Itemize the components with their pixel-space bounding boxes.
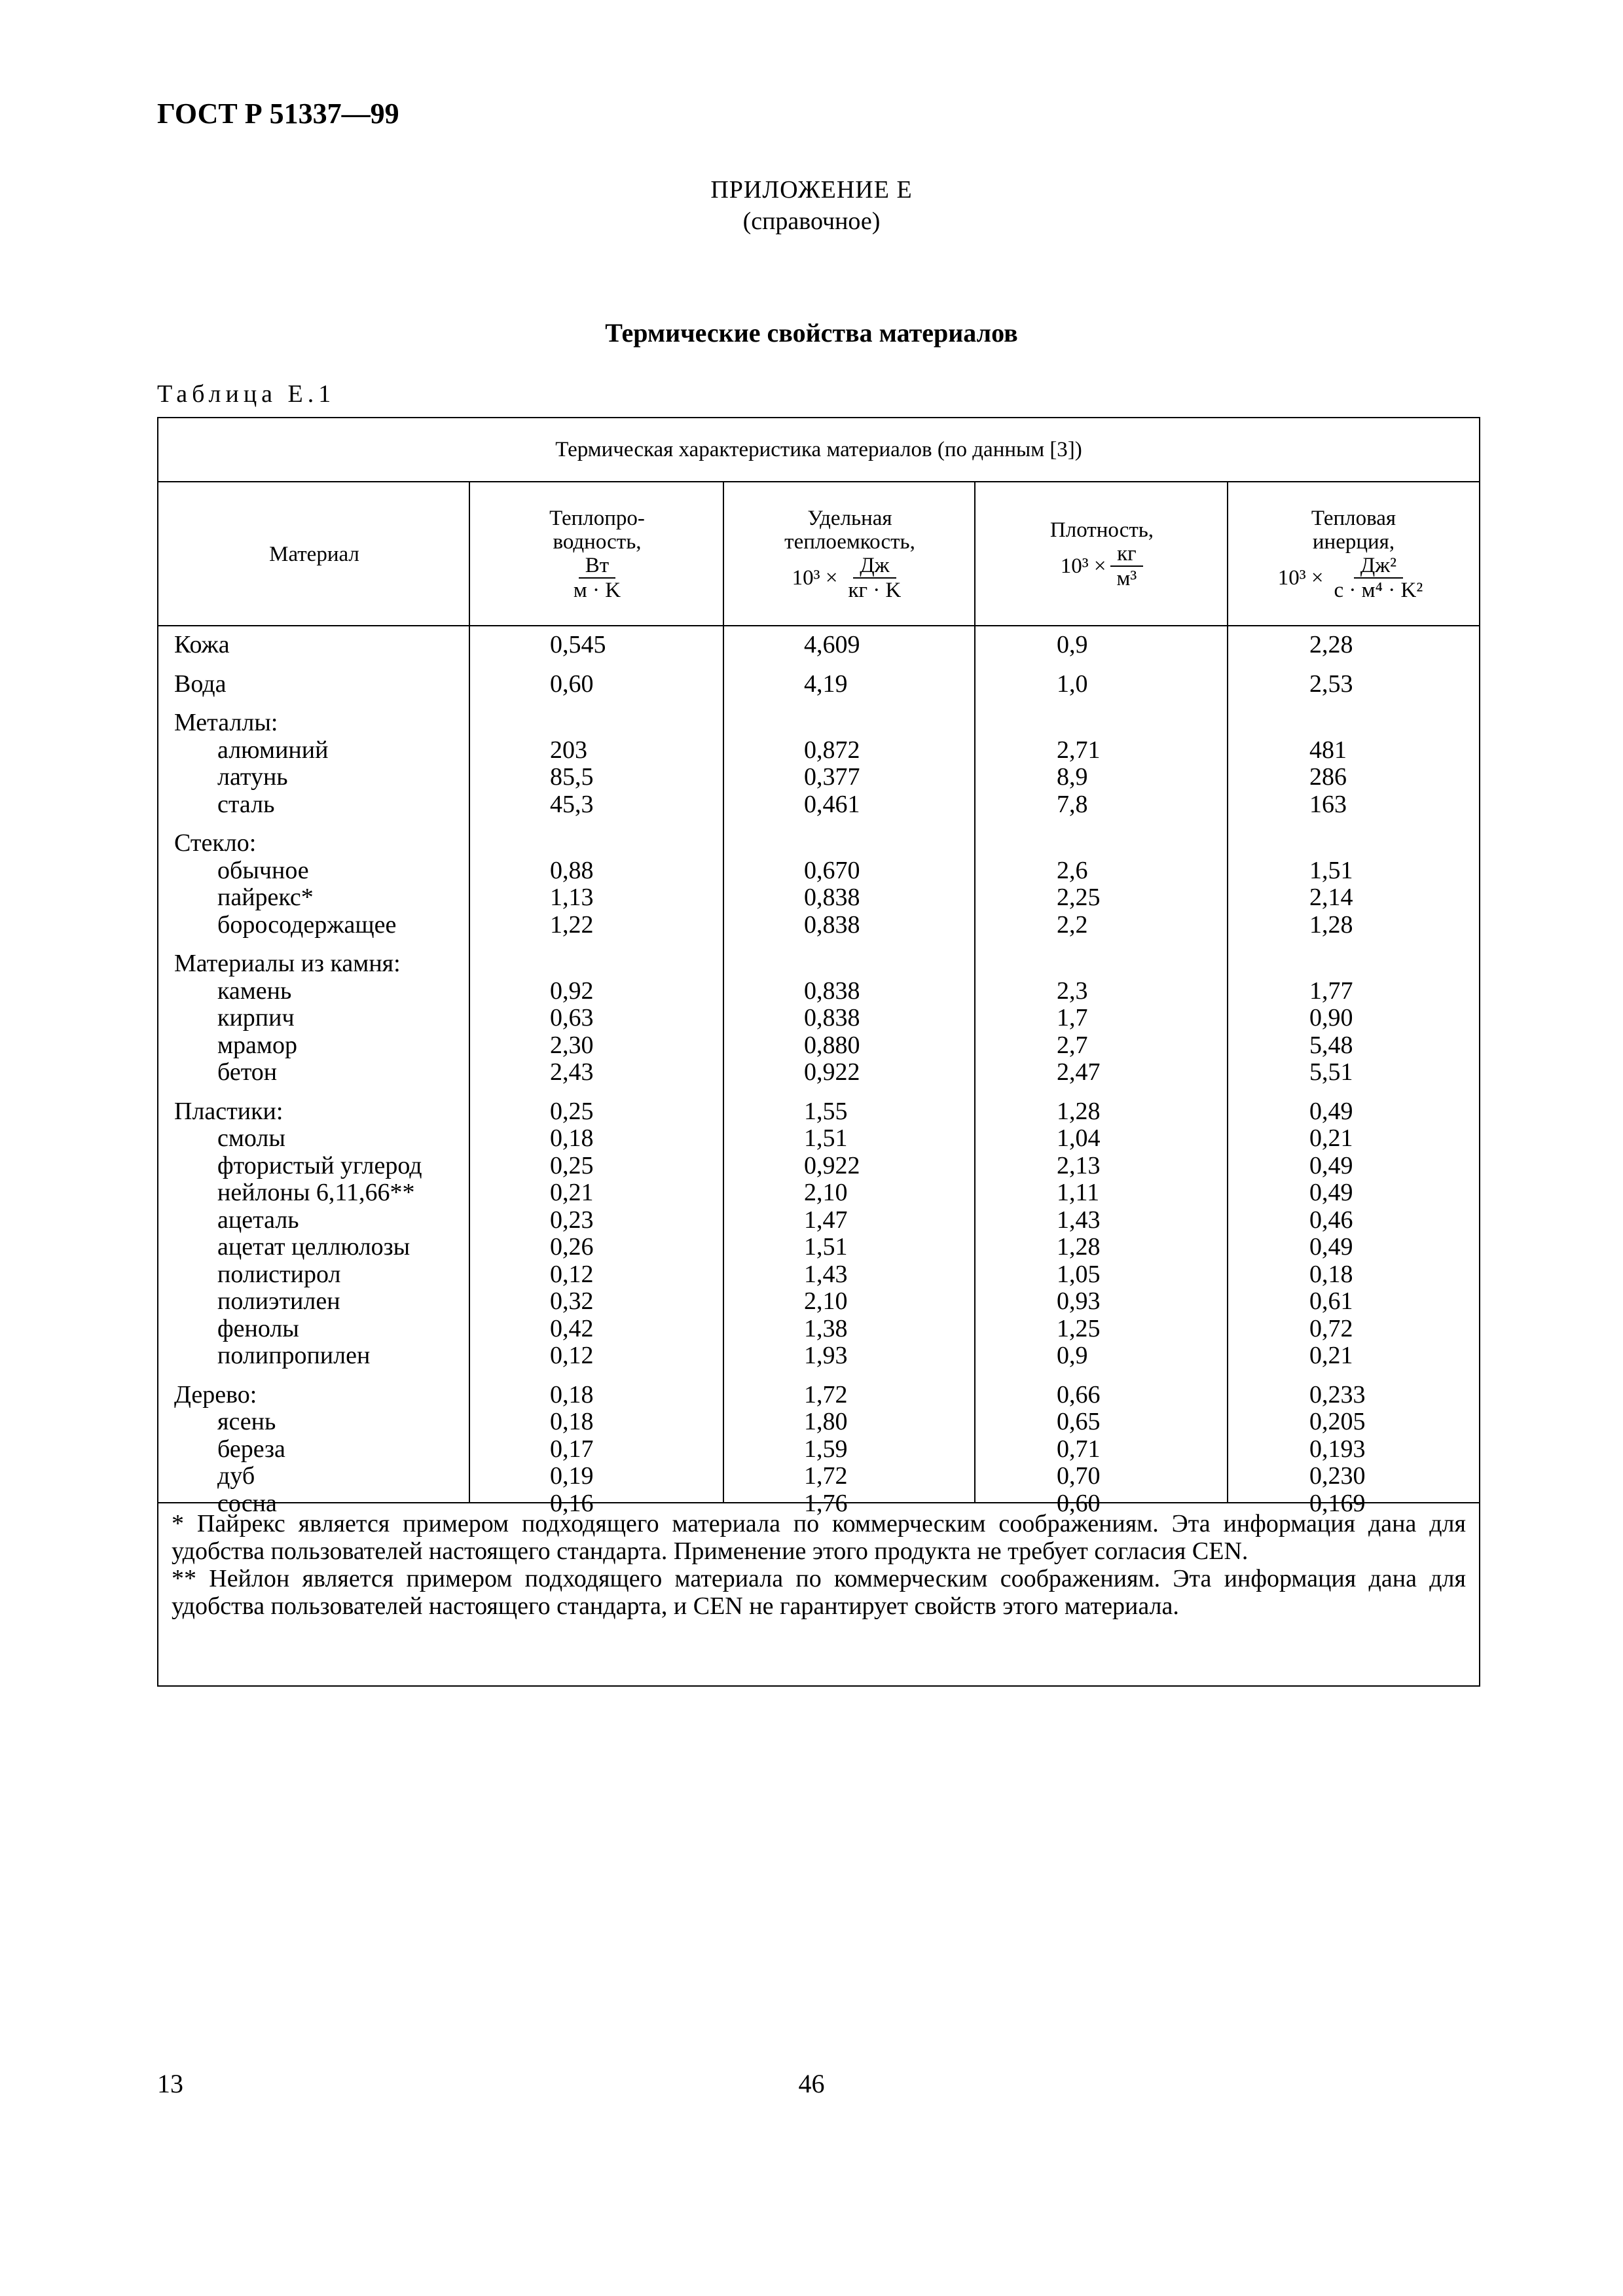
heat-capacity-fraction xyxy=(841,554,907,602)
inertia-unit xyxy=(1278,554,1430,602)
cell-conductivity: 0,21 xyxy=(550,1179,594,1206)
table-row xyxy=(158,1261,1479,1289)
cell-heat-capacity: 1,47 xyxy=(804,1206,848,1234)
cell-density: 0,9 xyxy=(1057,631,1088,658)
cell-material: Стекло: xyxy=(174,829,257,857)
cell-density: 8,9 xyxy=(1057,763,1088,791)
cell-thermal-inertia: 0,193 xyxy=(1309,1435,1366,1463)
cell-conductivity: 0,32 xyxy=(550,1287,594,1315)
density-fraction xyxy=(1110,542,1143,590)
table-body xyxy=(158,626,1479,1517)
cell-density: 1,04 xyxy=(1057,1124,1101,1152)
cell-conductivity: 0,63 xyxy=(550,1004,594,1031)
table-row xyxy=(158,830,1479,857)
header-thermal-inertia xyxy=(1228,482,1479,626)
footnote-pyrex: * Пайрекс является примером подходящего материала по коммерческим соображениям. Эта информация дана для удобства пользователей настоящего стандарта. Применение этого продукта не требует согласия CEN. xyxy=(172,1510,1466,1565)
table-row xyxy=(158,764,1479,791)
cell-material: Дерево: xyxy=(174,1380,257,1408)
cell-conductivity: 0,19 xyxy=(550,1462,594,1490)
cell-conductivity: 0,26 xyxy=(550,1233,594,1261)
page-number-left: 13 xyxy=(157,2069,183,2098)
cell-density: 2,13 xyxy=(1057,1151,1101,1179)
cell-heat-capacity: 0,880 xyxy=(804,1031,860,1059)
cell-heat-capacity: 0,838 xyxy=(804,1004,860,1031)
cell-thermal-inertia: 2,28 xyxy=(1309,631,1353,658)
header-conductivity xyxy=(470,482,724,626)
table-row xyxy=(158,1059,1479,1086)
conductivity-unit xyxy=(567,554,627,602)
cell-material: фтористый углерод xyxy=(217,1151,422,1179)
cell-density: 1,7 xyxy=(1057,1004,1088,1031)
inertia-unit-den: с · м⁴ · K² xyxy=(1334,579,1423,602)
table-row xyxy=(158,978,1479,1005)
density-unit-den: м³ xyxy=(1116,567,1137,590)
cell-conductivity: 0,16 xyxy=(550,1489,594,1517)
cell-conductivity: 0,92 xyxy=(550,977,594,1005)
cell-thermal-inertia: 0,49 xyxy=(1309,1179,1353,1206)
cell-heat-capacity: 1,93 xyxy=(804,1342,848,1369)
cell-material: фенолы xyxy=(217,1314,299,1342)
cell-material: полиэтилен xyxy=(217,1287,340,1315)
cell-heat-capacity: 1,51 xyxy=(804,1233,848,1261)
cell-conductivity: 2,30 xyxy=(550,1031,594,1059)
cell-density: 0,60 xyxy=(1057,1489,1101,1517)
cell-heat-capacity: 4,609 xyxy=(804,631,860,658)
header-heat-capacity-line2: теплоемкость, xyxy=(784,530,915,554)
cell-heat-capacity: 1,76 xyxy=(804,1489,848,1517)
cell-material: Металлы: xyxy=(174,709,278,736)
cell-thermal-inertia: 0,46 xyxy=(1309,1206,1353,1234)
cell-conductivity: 0,17 xyxy=(550,1435,594,1463)
cell-conductivity: 0,25 xyxy=(550,1097,594,1125)
cell-heat-capacity: 0,838 xyxy=(804,884,860,911)
header-density xyxy=(976,482,1228,626)
cell-thermal-inertia: 5,51 xyxy=(1309,1058,1353,1086)
table-row xyxy=(158,1153,1479,1180)
cell-material: обычное xyxy=(217,856,309,884)
cell-conductivity: 0,18 xyxy=(550,1408,594,1435)
cell-material: сталь xyxy=(217,790,275,818)
table-row xyxy=(158,857,1479,885)
table-row xyxy=(158,1382,1479,1409)
table-row xyxy=(158,709,1479,737)
cell-density: 2,25 xyxy=(1057,884,1101,911)
cell-material: Вода xyxy=(174,670,227,698)
header-inertia-line2: инерция, xyxy=(1312,530,1395,554)
cell-material: бетон xyxy=(217,1058,278,1086)
table-row xyxy=(158,1408,1479,1436)
table-row xyxy=(158,1125,1479,1153)
header-conductivity-line2: водность, xyxy=(553,530,642,554)
cell-thermal-inertia: 0,90 xyxy=(1309,1004,1353,1031)
cell-conductivity: 85,5 xyxy=(550,763,594,791)
table-footnotes xyxy=(158,1502,1479,1685)
cell-thermal-inertia: 481 xyxy=(1309,736,1347,764)
cell-thermal-inertia: 0,61 xyxy=(1309,1287,1353,1315)
cell-heat-capacity: 1,38 xyxy=(804,1314,848,1342)
cell-density: 0,65 xyxy=(1057,1408,1101,1435)
cell-density: 2,3 xyxy=(1057,977,1088,1005)
table-row xyxy=(158,1234,1479,1261)
cell-material: береза xyxy=(217,1435,285,1463)
cell-material: мрамор xyxy=(217,1031,297,1059)
density-unit-num: кг xyxy=(1110,542,1143,567)
cell-material: ацеталь xyxy=(217,1206,299,1234)
cell-heat-capacity: 1,72 xyxy=(804,1380,848,1408)
cell-heat-capacity: 2,10 xyxy=(804,1287,848,1315)
header-inertia-line1: Тепловая xyxy=(1311,507,1396,530)
table-label: Таблица Е.1 xyxy=(157,380,336,408)
cell-thermal-inertia: 2,14 xyxy=(1309,884,1353,911)
cell-conductivity: 0,42 xyxy=(550,1314,594,1342)
cell-density: 1,0 xyxy=(1057,670,1088,698)
cell-conductivity: 0,545 xyxy=(550,631,606,658)
heat-capacity-unit xyxy=(792,554,908,602)
cell-heat-capacity: 0,922 xyxy=(804,1058,860,1086)
table-header-row xyxy=(158,482,1479,626)
cell-conductivity: 0,12 xyxy=(550,1260,594,1288)
cell-heat-capacity: 0,922 xyxy=(804,1151,860,1179)
table-row xyxy=(158,950,1479,978)
cell-material: полипропилен xyxy=(217,1342,371,1369)
appendix-title: ПРИЛОЖЕНИЕ Е xyxy=(710,176,913,204)
cell-heat-capacity: 4,19 xyxy=(804,670,848,698)
cell-density: 0,9 xyxy=(1057,1342,1088,1369)
header-material-label: Материал xyxy=(269,543,359,566)
conductivity-unit-den: м · K xyxy=(573,579,621,602)
table-row xyxy=(158,1207,1479,1234)
cell-material: нейлоны 6,11,66** xyxy=(217,1179,415,1206)
table-row xyxy=(158,737,1479,764)
cell-material: Материалы из камня: xyxy=(174,950,401,977)
cell-conductivity: 0,60 xyxy=(550,670,594,698)
cell-heat-capacity: 1,43 xyxy=(804,1260,848,1288)
table-row xyxy=(158,1463,1479,1490)
table-row xyxy=(158,671,1479,698)
cell-thermal-inertia: 0,230 xyxy=(1309,1462,1366,1490)
cell-material: латунь xyxy=(217,763,288,791)
cell-material: алюминий xyxy=(217,736,329,764)
cell-material: ацетат целлюлозы xyxy=(217,1233,410,1261)
cell-conductivity: 0,25 xyxy=(550,1151,594,1179)
cell-thermal-inertia: 286 xyxy=(1309,763,1347,791)
cell-thermal-inertia: 0,49 xyxy=(1309,1233,1353,1261)
cell-conductivity: 1,22 xyxy=(550,910,594,939)
cell-heat-capacity: 1,72 xyxy=(804,1462,848,1490)
cell-conductivity: 1,13 xyxy=(550,884,594,911)
cell-density: 1,28 xyxy=(1057,1097,1101,1125)
cell-material: Пластики: xyxy=(174,1097,283,1125)
thermal-properties-table xyxy=(157,417,1480,1687)
heat-capacity-unit-num: Дж xyxy=(853,554,896,579)
cell-conductivity: 0,12 xyxy=(550,1342,594,1369)
header-heat-capacity-line1: Удельная xyxy=(807,507,892,530)
cell-density: 0,71 xyxy=(1057,1435,1101,1463)
cell-heat-capacity: 0,377 xyxy=(804,763,860,791)
cell-material: кирпич xyxy=(217,1004,295,1031)
cell-heat-capacity: 0,872 xyxy=(804,736,860,764)
table-caption: Термическая характеристика материалов (по данным [3]) xyxy=(158,418,1479,482)
cell-density: 2,7 xyxy=(1057,1031,1088,1059)
cell-thermal-inertia: 163 xyxy=(1309,790,1347,818)
cell-density: 1,43 xyxy=(1057,1206,1101,1234)
cell-density: 7,8 xyxy=(1057,790,1088,818)
conductivity-unit-num: Вт xyxy=(579,554,615,579)
cell-density: 0,93 xyxy=(1057,1287,1101,1315)
cell-conductivity: 0,18 xyxy=(550,1380,594,1408)
cell-material: Кожа xyxy=(174,631,230,658)
density-prefix: 10³ × xyxy=(1060,554,1106,578)
cell-thermal-inertia: 2,53 xyxy=(1309,670,1353,698)
header-material xyxy=(158,482,470,626)
inertia-fraction xyxy=(1328,554,1430,602)
cell-density: 0,66 xyxy=(1057,1380,1101,1408)
cell-heat-capacity: 1,51 xyxy=(804,1124,848,1152)
cell-thermal-inertia: 1,51 xyxy=(1309,856,1353,884)
cell-density: 1,25 xyxy=(1057,1314,1101,1342)
cell-thermal-inertia: 0,205 xyxy=(1309,1408,1366,1435)
section-title: Термические свойства материалов xyxy=(605,318,1018,348)
page-number-center: 46 xyxy=(798,2069,825,2098)
cell-material: пайрекс* xyxy=(217,884,314,911)
table-row xyxy=(158,791,1479,819)
cell-density: 1,11 xyxy=(1057,1179,1100,1206)
cell-conductivity: 0,23 xyxy=(550,1206,594,1234)
cell-thermal-inertia: 0,233 xyxy=(1309,1380,1366,1408)
cell-density: 0,70 xyxy=(1057,1462,1101,1490)
cell-density: 2,47 xyxy=(1057,1058,1101,1086)
appendix-subtitle: (справочное) xyxy=(742,207,881,235)
cell-density: 2,71 xyxy=(1057,736,1101,764)
cell-thermal-inertia: 0,49 xyxy=(1309,1151,1353,1179)
cell-thermal-inertia: 0,72 xyxy=(1309,1314,1353,1342)
cell-density: 1,05 xyxy=(1057,1260,1101,1288)
table-row xyxy=(158,1316,1479,1343)
cell-thermal-inertia: 0,169 xyxy=(1309,1489,1366,1517)
header-density-line1: Плотность, xyxy=(1049,518,1154,542)
footnote-nylon: ** Нейлон является примером подходящего материала по коммерческим соображениям. Эта информация дана для удобства пользователей настоящего стандарта, и CEN не гарантирует свойств этого материала. xyxy=(172,1565,1466,1620)
header-heat-capacity xyxy=(724,482,976,626)
cell-thermal-inertia: 0,18 xyxy=(1309,1260,1353,1288)
cell-thermal-inertia: 1,28 xyxy=(1309,910,1353,939)
cell-heat-capacity: 1,59 xyxy=(804,1435,848,1463)
heat-capacity-prefix: 10³ × xyxy=(792,566,838,590)
cell-conductivity: 2,43 xyxy=(550,1058,594,1086)
cell-heat-capacity: 2,10 xyxy=(804,1179,848,1206)
table-row xyxy=(158,1032,1479,1060)
cell-material: полистирол xyxy=(217,1260,341,1288)
table-row xyxy=(158,1098,1479,1126)
table-row xyxy=(158,632,1479,659)
cell-thermal-inertia: 5,48 xyxy=(1309,1031,1353,1059)
cell-material: камень xyxy=(217,977,292,1005)
cell-material: дуб xyxy=(217,1462,255,1490)
cell-material: смолы xyxy=(217,1124,285,1152)
cell-material: ясень xyxy=(217,1408,276,1435)
cell-heat-capacity: 1,55 xyxy=(804,1097,848,1125)
table-row xyxy=(158,1342,1479,1370)
cell-thermal-inertia: 0,21 xyxy=(1309,1342,1353,1369)
cell-heat-capacity: 0,838 xyxy=(804,910,860,939)
inertia-unit-num: Дж² xyxy=(1354,554,1403,579)
cell-density: 2,6 xyxy=(1057,856,1088,884)
cell-heat-capacity: 0,461 xyxy=(804,790,860,818)
heat-capacity-unit-den: кг · K xyxy=(848,579,902,602)
table-row xyxy=(158,1005,1479,1032)
table-row xyxy=(158,884,1479,912)
inertia-prefix: 10³ × xyxy=(1277,566,1324,590)
cell-heat-capacity: 0,838 xyxy=(804,977,860,1005)
table-row xyxy=(158,1288,1479,1316)
document-code: ГОСТ Р 51337—99 xyxy=(157,98,399,130)
cell-material: сосна xyxy=(217,1489,277,1517)
cell-density: 1,28 xyxy=(1057,1233,1101,1261)
cell-thermal-inertia: 0,49 xyxy=(1309,1097,1353,1125)
header-conductivity-line1: Теплопро- xyxy=(549,507,645,530)
cell-material: боросодержащее xyxy=(217,910,397,939)
cell-heat-capacity: 1,80 xyxy=(804,1408,848,1435)
cell-heat-capacity: 0,670 xyxy=(804,856,860,884)
cell-conductivity: 45,3 xyxy=(550,790,594,818)
cell-conductivity: 0,18 xyxy=(550,1124,594,1152)
table-row xyxy=(158,1436,1479,1463)
table-row xyxy=(158,1179,1479,1207)
cell-thermal-inertia: 0,21 xyxy=(1309,1124,1353,1152)
cell-conductivity: 203 xyxy=(550,736,587,764)
density-unit xyxy=(1061,542,1144,590)
cell-conductivity: 0,88 xyxy=(550,856,594,884)
table-row xyxy=(158,912,1479,939)
cell-density: 2,2 xyxy=(1057,910,1088,939)
cell-thermal-inertia: 1,77 xyxy=(1309,977,1353,1005)
